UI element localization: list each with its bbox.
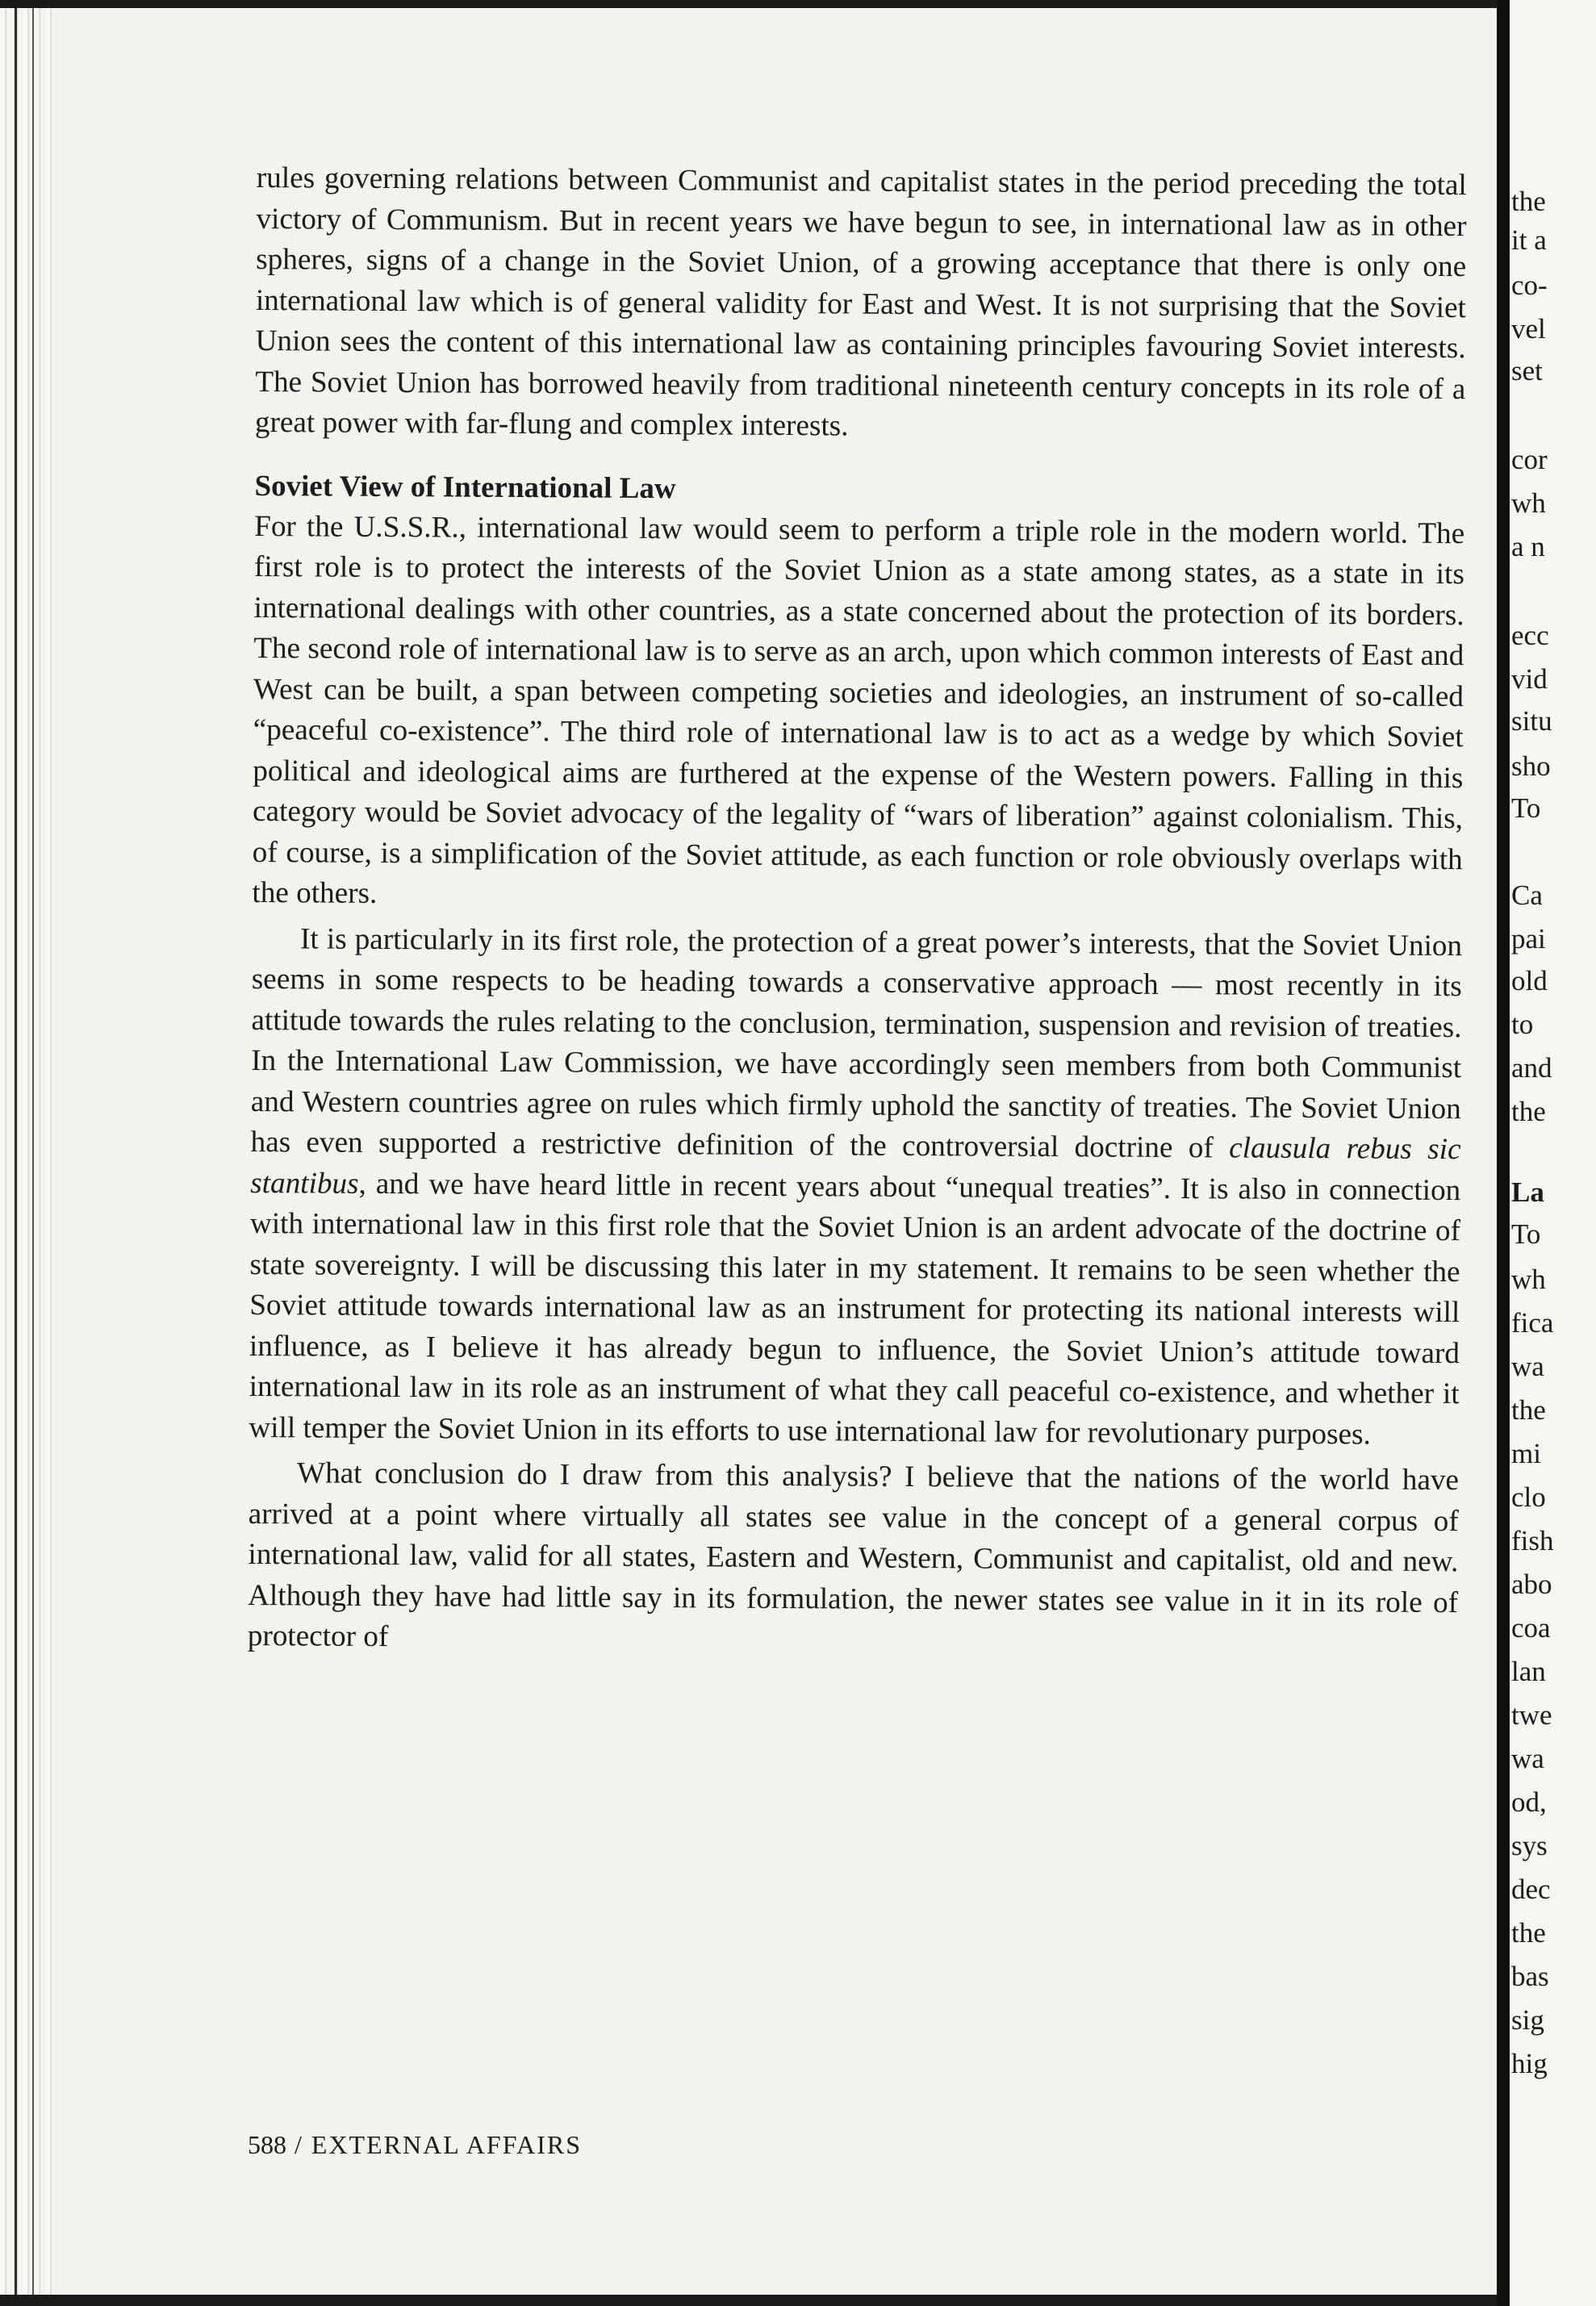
facing-page-text: the	[1511, 1917, 1546, 1949]
facing-page-text: cor	[1511, 444, 1548, 475]
facing-page-text: fish	[1511, 1525, 1554, 1556]
facing-page-text: To	[1511, 792, 1541, 824]
facing-page-text: od,	[1511, 1786, 1547, 1818]
facing-page-text: pai	[1511, 923, 1546, 955]
paragraph-soviet-view: For the U.S.S.R., international law would seem to perform a triple role in the modern world. The first role is to protect the interests of the Soviet Union as a state among states, as a state in its international dealings with other countries, as a state concerned about the protection of its borders. The second role of international law is to serve as an arch, upon which common interests of East and West can be built, a span between competing societies and ideologies, an instrument of so-called “peaceful co-existence”. The third role of international law is to act as a wedge by which Soviet political and ideological aims are furthered at the expense of the Western powers. Falling in this category would be Soviet advocacy of the legality of “wars of liberation” against colonialism. This, of course, is a simplification of the Soviet attitude, as each function or role obviously overlaps with the others.	[252, 509, 1465, 910]
journal-title: / EXTERNAL AFFAIRS	[295, 2130, 583, 2159]
facing-page-text: sho	[1511, 750, 1551, 782]
facing-page-text: coa	[1511, 1612, 1551, 1644]
facing-page-text: wa	[1511, 1351, 1544, 1382]
page-gutter	[1497, 0, 1510, 2306]
facing-page-text: lan	[1511, 1656, 1546, 1687]
facing-page-text: To	[1511, 1218, 1541, 1250]
page-body	[248, 158, 1467, 1665]
scan-top-edge	[0, 0, 1596, 8]
section-heading: Soviet View of International Law	[254, 469, 676, 505]
facing-page-text: bas	[1511, 1961, 1549, 1992]
scan-bottom-edge	[0, 2295, 1596, 2306]
facing-page-text: to	[1511, 1009, 1534, 1040]
facing-page-text: a n	[1511, 531, 1545, 562]
paragraph-continuation: rules governing relations between Communist and capitalist states in the period preceding the total victory of Communism. But in recent years we have begun to see, in international law as in other spheres, signs of a change in the Soviet Union, of a growing acceptance that there is only one international law which is of general validity for East and West. It is not surprising that the Soviet Union sees the content of this international law as containing principles favouring Soviet interests. The Soviet Union has borrowed heavily from traditional nineteenth century concepts in its role of a great power with far-flung and complex interests.	[254, 161, 1467, 443]
facing-page-text: vid	[1511, 663, 1548, 695]
paragraph-first-role	[249, 918, 1462, 1456]
facing-page-text: mi	[1511, 1438, 1541, 1469]
facing-page-text: fica	[1511, 1307, 1554, 1339]
facing-page-text: set	[1511, 355, 1543, 386]
facing-page-text: it a	[1511, 224, 1547, 256]
paragraph-text: , and we have heard little in recent years about “unequal treaties”. It is also in connection with international law in this first role that the Soviet Union is an ardent advocate of the doctrine of state sovereignty. I will be discussing this later in my statement. It remains to be seen whether the Soviet attitude towards international law as an instrument for protecting its national interests will influence, as I believe it has already begun to influence, the Soviet Union’s attitude toward international law in its role as an instrument of what they call peaceful co-existence, and whether it will temper the Soviet Union in its efforts to use international law for revolutionary purposes.	[249, 1167, 1461, 1451]
facing-page-text: the	[1511, 1096, 1546, 1127]
facing-page-fragment	[1510, 0, 1596, 2306]
facing-page-text: hig	[1511, 2048, 1548, 2079]
facing-page-text: clo	[1511, 1481, 1546, 1513]
facing-page-text: co-	[1511, 269, 1548, 301]
facing-page-text: twe	[1511, 1699, 1552, 1731]
facing-page-text: old	[1511, 965, 1548, 996]
paragraph-conclusion: What conclusion do I draw from this analysis? I believe that the nations of the world have arrived at a point where virtually all states see value in the concept of a general corpus of international law, valid for all states, Eastern and Western, Communist and capitalist, old and new. Although they have had little say in its formulation, the newer states see value in it in its role of protector of	[247, 1456, 1460, 1654]
binding-shadow-line	[32, 0, 34, 2306]
facing-page-heading: La	[1511, 1176, 1544, 1208]
facing-page-text: wh	[1511, 1264, 1546, 1295]
facing-page-text: the	[1511, 186, 1546, 217]
page-footer	[248, 2130, 582, 2160]
facing-page-text: situ	[1511, 705, 1552, 737]
page-number: 588	[248, 2130, 286, 2159]
facing-page-text: dec	[1511, 1874, 1551, 1905]
facing-page-text: the	[1511, 1394, 1546, 1426]
facing-page-text: ecc	[1511, 620, 1549, 651]
binding-shadow-line	[15, 0, 17, 2306]
paragraph-text: It is particularly in its first role, the protection of a great power’s interests, that the Soviet Union seems in some respects to be heading towards a conservative approach — most recently in its attitude towards the rules relating to the conclusion, termination, suspension and revision of treaties. In the International Law Commission, we have accordingly seen members from both Communist and Western countries agree on rules which firmly uphold the sanctity of treaties. The Soviet Union has even supported a restrictive definition of the controversial doctrine of	[250, 921, 1463, 1165]
facing-page-text: sys	[1511, 1830, 1548, 1861]
facing-page-text: sig	[1511, 2004, 1544, 2036]
facing-page-text: wa	[1511, 1743, 1544, 1774]
facing-page-text: abo	[1511, 1569, 1552, 1600]
book-binding-edge	[0, 0, 56, 2306]
facing-page-text: wh	[1511, 487, 1546, 519]
facing-page-text: Ca	[1511, 879, 1543, 911]
latin-term: clausula rebus sic stantibus	[250, 1131, 1461, 1201]
facing-page-text: vel	[1511, 313, 1546, 345]
facing-page-text: and	[1511, 1052, 1552, 1084]
